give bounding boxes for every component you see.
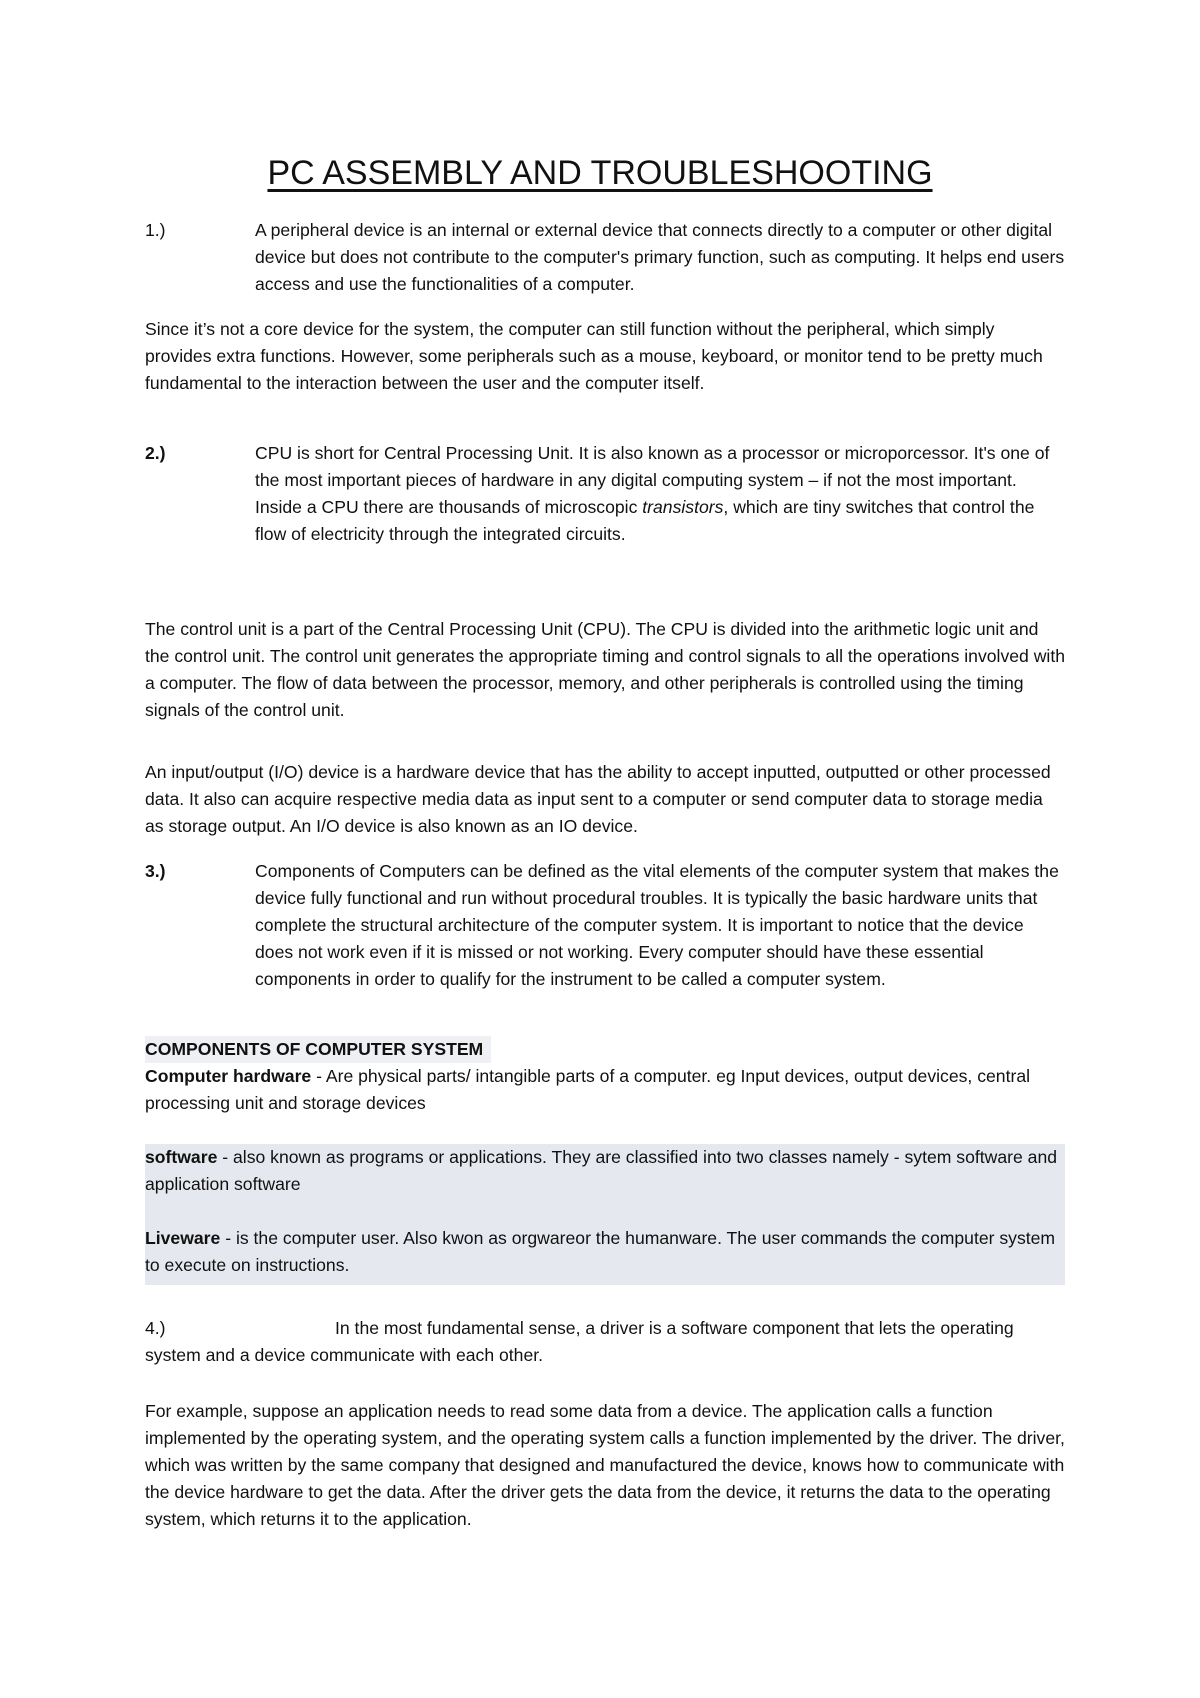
section-2	[145, 440, 1065, 548]
item-text: A peripheral device is an internal or external device that connects directly to a computer or other digital device but does not contribute to the computer's primary function, such as computing. It helps end users access and use the functionalities of a computer.	[255, 220, 1065, 294]
numbered-item-4	[145, 1315, 1065, 1369]
highlighted-definitions	[145, 1144, 1065, 1285]
hardware-definition: Computer hardware - Are physical parts/ intangible parts of a computer. eg Input devices, output devices, central processing unit and storage devices	[145, 1066, 1031, 1113]
software-definition: software - also known as programs or applications. They are classified into two classes namely - sytem software and application software	[145, 1147, 1058, 1194]
item-number: 2.)	[145, 443, 166, 463]
liveware-definition: Liveware - is the computer user. Also kwon as orgwareor the humanware. The user commands the computer system to execute on instructions.	[145, 1228, 1056, 1275]
numbered-item-3	[145, 858, 1065, 993]
item-number: 3.)	[145, 861, 166, 881]
item-text: Components of Computers can be defined as the vital elements of the computer system that makes the device fully functional and run without procedural troubles. It is typically the basic hardware units that complete the structural architecture of the computer system. It is important to notice that the device does not work even if it is missed or not working. Every computer should have these essential components in order to qualify for the instrument to be called a computer system.	[255, 861, 1059, 989]
numbered-item-1	[145, 217, 1065, 298]
paragraph-peripheral: Since it’s not a core device for the system, the computer can still function without the peripheral, which simply provides extra functions. However, some peripherals such as a mouse, keyboard, or monitor tend to be pretty much fundamental to the interaction between the user and the computer itself.	[145, 319, 1043, 393]
emphasis-transistors: transistors	[642, 497, 724, 517]
section-4	[145, 1315, 1065, 1369]
components-section	[145, 1036, 1065, 1117]
item-number: 4.)	[145, 1318, 166, 1338]
numbered-item-2	[145, 440, 1065, 548]
section-3	[145, 858, 1065, 993]
paragraph-driver-example: For example, suppose an application needs to read some data from a device. The application calls a function implemented by the operating system, and the operating system calls a function implemented by the driver. The driver, which was written by the same company that designed and manufactured the device, knows how to communicate with the device hardware to get the data. After the driver gets the data from the device, it returns the data to the operating system, which returns it to the application.	[145, 1401, 1065, 1529]
item-text: In the most fundamental sense, a driver is a software component that lets the operating system and a device communicate with each other.	[145, 1318, 1014, 1365]
paragraph-control-unit: The control unit is a part of the Central Processing Unit (CPU). The CPU is divided into the arithmetic logic unit and the control unit. The control unit generates the appropriate timing and control signals to all the operations involved with a computer. The flow of data between the processor, memory, and other peripherals is controlled using the timing signals of the control unit.	[145, 619, 1065, 720]
section-1	[145, 217, 1065, 298]
item-text: CPU is short for Central Processing Unit. It is also known as a processor or microporcessor. It's one of the most important pieces of hardware in any digital computing system – if not the most important. Inside a CPU there are thousands of microscopic transistors, which are tiny switches that control the flow of electricity through the integrated circuits.	[255, 443, 1050, 544]
paragraph-io-device: An input/output (I/O) device is a hardware device that has the ability to accept inputted, outputted or other processed data. It also can acquire respective media data as input sent to a computer or send computer data to storage media as storage output. An I/O device is also known as an IO device.	[145, 762, 1051, 836]
components-heading: COMPONENTS OF COMPUTER SYSTEM	[145, 1036, 491, 1063]
page-title: PC ASSEMBLY AND TROUBLESHOOTING	[267, 154, 933, 192]
item-number: 1.)	[145, 220, 166, 240]
